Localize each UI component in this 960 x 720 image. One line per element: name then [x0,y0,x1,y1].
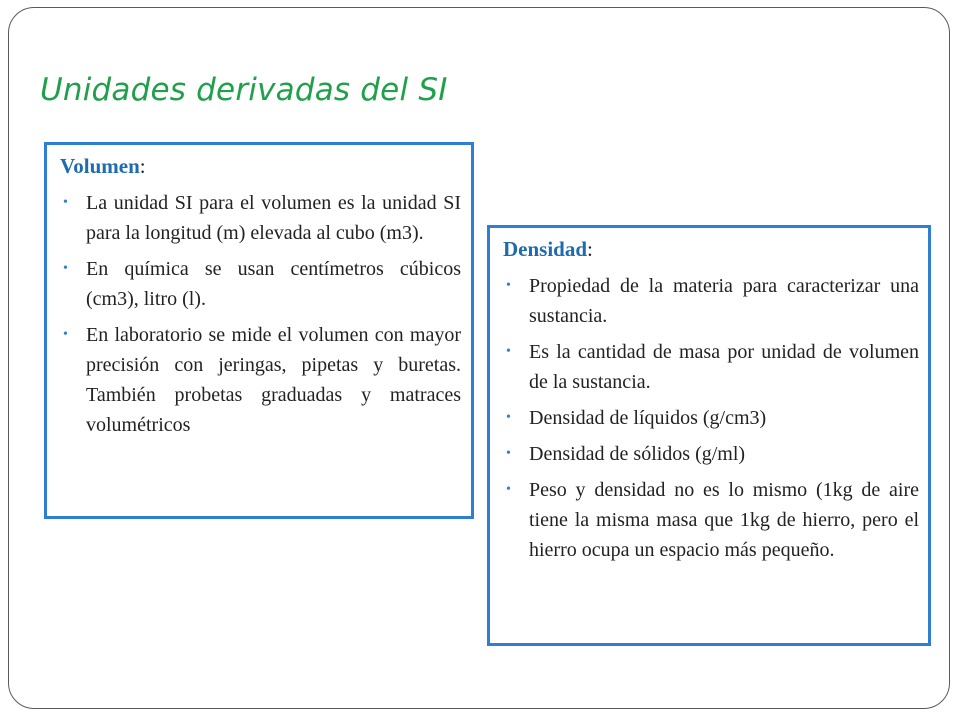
densidad-heading-colon: : [587,237,593,261]
bullet-dot-icon: • [63,261,68,276]
volumen-heading [60,151,461,181]
bullet-dot-icon: • [506,446,511,461]
list-item [60,254,461,314]
volumen-heading-label: Volumen [60,154,140,178]
densidad-bullet-list [503,271,919,565]
list-item-text: En laboratorio se mide el volumen con mayor precisión con jeringas, pipetas y buretas. También probetas graduadas y matraces volumétricos [86,324,461,436]
bullet-dot-icon: • [506,278,511,293]
list-item [60,188,461,248]
densidad-heading-label: Densidad [503,237,588,261]
list-item [503,271,919,331]
densidad-box [487,225,931,646]
volumen-box [44,142,474,519]
bullet-dot-icon: • [63,195,68,210]
densidad-heading [503,234,919,264]
list-item-text: Es la cantidad de masa por unidad de volumen de la sustancia. [529,341,919,393]
list-item-text: Propiedad de la materia para caracterizar una sustancia. [529,275,919,327]
list-item-text: En química se usan centímetros cúbicos (cm3), litro (l). [86,258,461,310]
bullet-dot-icon: • [506,344,511,359]
list-item [503,439,919,469]
list-item [503,475,919,565]
volumen-heading-colon: : [139,154,146,178]
list-item-text: Densidad de sólidos (g/ml) [529,443,746,465]
list-item [503,337,919,397]
list-item-text: La unidad SI para el volumen es la unidad SI para la longitud (m) elevada al cubo (m3). [86,192,461,244]
slide-title: Unidades derivadas del SI [40,72,448,108]
list-item [60,320,461,440]
list-item-text: Peso y densidad no es lo mismo (1kg de aire tiene la misma masa que 1kg de hierro, pero el hierro ocupa un espacio más pequeño. [529,479,919,561]
bullet-dot-icon: • [506,482,511,497]
list-item [503,403,919,433]
volumen-bullet-list [60,188,461,440]
list-item-text: Densidad de líquidos (g/cm3) [529,407,767,429]
bullet-dot-icon: • [63,327,68,342]
bullet-dot-icon: • [506,410,511,425]
